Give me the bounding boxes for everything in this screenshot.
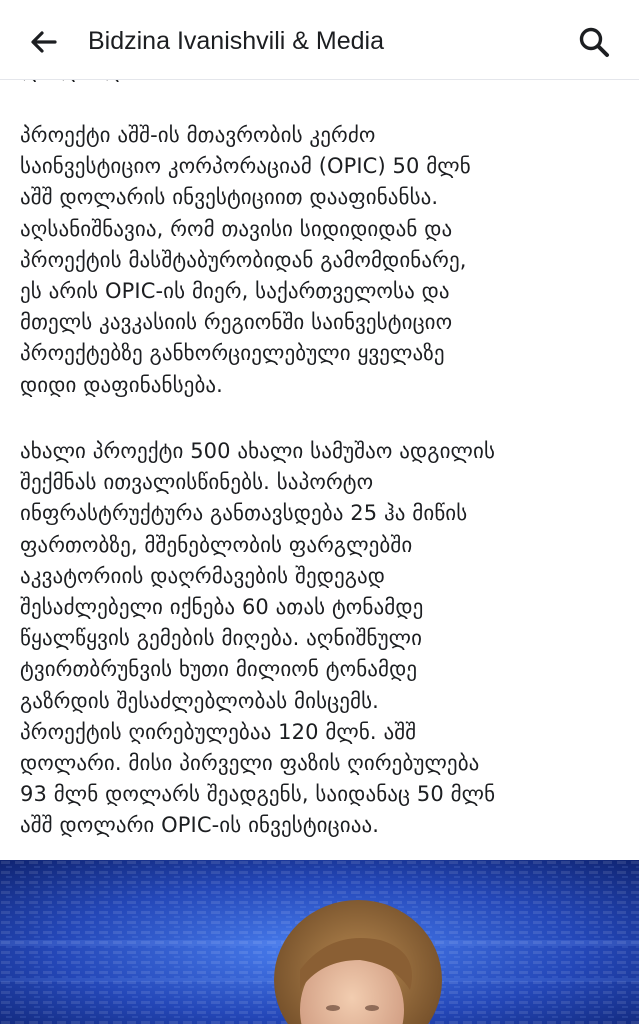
back-button[interactable] (22, 20, 66, 64)
photo-image (0, 860, 639, 1024)
post-paragraph-1: პროექტი აშშ-ის მთავრობის კერძო საინვესტიციო კორპორაციამ (OPIC) 50 მლნ აშშ დოლარის ინვესტიციით დააფინანსა. აღსანიშნავია, რომ თავისი სიდიდიდან და პროექტის მასშტაბურობიდან გამომდინარე, ეს არის OPIC-ის მიერ, საქართველოსა და მთელს კავკასიის რეგიონში საინვესტიციო პროექტებზე განხორციელებული ყველაზე დიდი დაფინანსება. (20, 123, 471, 397)
page-title: Bidzina Ivanishvili & Media (88, 27, 384, 55)
post-paragraph-2: ახალი პროექტი 500 ახალი სამუშაო ადგილის შექმნას ითვალისწინებს. საპორტო ინფრასტრუქტურა განთავსდება 25 ჰა მიწის ფართობზე, მშენებლობის ფარგლებში აკვატორიის დაღრმავების შედეგად შესაძლებელი იქნება 60 ათას ტონამდე წყალწყვის გემების მიღება. აღნიშნული ტვირთბრუნვის ხუთი მილიონ ტონამდე გაზრდის შესაძლებლობას მისცემს. პროექტის ღირებულებაა 120 მლნ. აშშ დოლარი. მისი პირველი ფაზის ღირებულება 93 მლნ დოლარს შეადგენს, საიდანაც 50 მლნ აშშ დოლარი OPIC-ის ინვესტიციაა. (20, 439, 496, 838)
arrow-left-icon (30, 30, 58, 54)
top-app-bar (0, 0, 639, 80)
search-icon (578, 26, 610, 58)
post-photo[interactable] (0, 860, 639, 1024)
search-button[interactable] (570, 20, 618, 64)
